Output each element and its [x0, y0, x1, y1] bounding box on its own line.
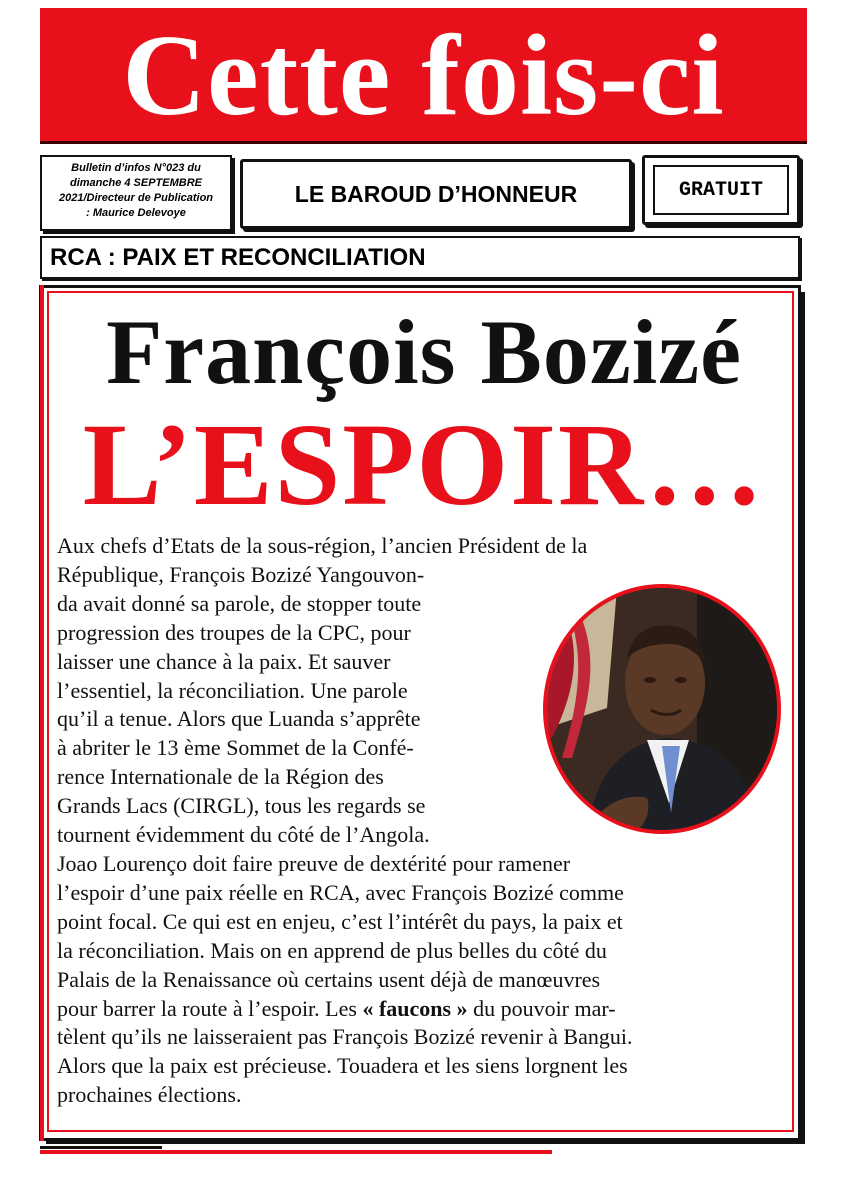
bulletin-info-line: 2021/Directeur de Publication	[58, 192, 214, 204]
bulletin-info-box	[40, 155, 232, 231]
article-line: l’essentiel, la réconciliation. Une parole	[57, 677, 408, 703]
article-line: rence Internationale de la Région des	[57, 764, 384, 790]
article-line-emphasis	[57, 995, 791, 1024]
article-line: laisser une chance à la paix. Et sauver	[57, 648, 391, 674]
headline-name: François Bozizé	[106, 301, 742, 403]
portrait-photo	[543, 584, 781, 834]
section-heading: RCA : PAIX ET RECONCILIATION	[40, 236, 800, 279]
footer-rule-black	[40, 1146, 162, 1149]
bulletin-info-line: : Maurice Delevoye	[86, 207, 186, 219]
article-line: Alors que la paix est précieuse. Touadera et les siens lorgnent les	[57, 1053, 628, 1079]
masthead-banner	[40, 8, 807, 144]
bulletin-info-line: dimanche 4 SEPTEMBRE	[69, 177, 203, 189]
article-line-start: pour barrer la route à l’espoir. Les	[57, 995, 363, 1021]
free-badge	[642, 155, 800, 225]
rubric-label: LE BAROUD D’HONNEUR	[294, 180, 578, 207]
free-badge-label: GRATUIT	[653, 165, 789, 215]
newspaper-title: Cette fois-ci	[122, 12, 725, 140]
article-line: tournent évidemment du côté de l’Angola.	[57, 822, 430, 848]
article-line: point focal. Ce qui est en enjeu, c’est l’intérêt du pays, la paix et	[57, 908, 623, 934]
frame-red-accent	[40, 285, 44, 1141]
article-line: qu’il a tenue. Alors que Luanda s’apprête	[57, 706, 421, 732]
rubric-box	[240, 159, 632, 229]
portrait-illustration	[547, 588, 777, 830]
article-line: da avait donné sa parole, de stopper toute	[57, 590, 422, 616]
article-line: Grands Lacs (CIRGL), tous les regards se	[57, 793, 426, 819]
article-line: Aux chefs d’Etats de la sous-région, l’ancien Président de la	[57, 533, 588, 558]
article-line-end: du pouvoir mar-	[467, 995, 616, 1021]
article-line: tèlent qu’ils ne laisseraient pas François Bozizé revenir à Bangui.	[57, 1024, 633, 1050]
headline-tagline: L’ESPOIR…	[82, 399, 766, 530]
article-line: République, François Bozizé Yangouvon-	[57, 561, 425, 587]
article-line: Joao Lourenço doit faire preuve de dextérité pour ramener	[57, 850, 571, 876]
article-line: à abriter le 13 ème Sommet de la Confé-	[57, 735, 414, 761]
frame-shadow-right	[801, 292, 805, 1144]
footer-rule-red	[40, 1150, 552, 1154]
article-line: prochaines élections.	[57, 1082, 242, 1108]
article-line: progression des troupes de la CPC, pour	[57, 619, 411, 645]
masthead-underline	[40, 141, 807, 144]
article-line: l’espoir d’une paix réelle en RCA, avec François Bozizé comme	[57, 879, 624, 905]
bulletin-info-line: Bulletin d’infos N°023 du	[71, 162, 201, 174]
article-line: Palais de la Renaissance où certains usent déjà de manœuvres	[57, 966, 601, 992]
emphasis-faucons: « faucons »	[362, 995, 468, 1021]
article-line: la réconciliation. Mais on en apprend de plus belles du côté du	[57, 937, 607, 963]
